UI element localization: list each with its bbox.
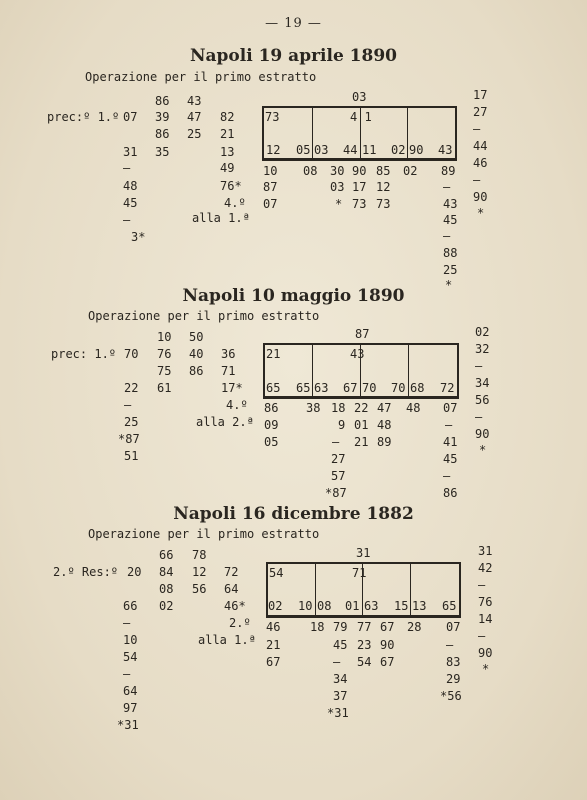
cell: 03 <box>330 180 345 194</box>
section-title: Napoli 19 aprile 1890 <box>189 46 397 66</box>
cell: 50 <box>189 330 204 344</box>
box-cell: 90 <box>409 143 424 157</box>
cell: 36 <box>221 347 236 361</box>
cell: — <box>332 435 340 449</box>
cell: 66 <box>123 599 138 613</box>
underline <box>266 617 461 618</box>
cell: 13 <box>220 145 235 159</box>
cell: — <box>123 213 131 227</box>
cell: — <box>478 629 486 643</box>
cell: 90 <box>475 427 490 441</box>
cell: 83 <box>446 655 461 669</box>
box-cell: 08 <box>317 599 332 613</box>
cell: 67 <box>380 620 395 634</box>
cell: 90 <box>473 190 488 204</box>
box-cell: 21 <box>266 347 281 361</box>
cell: *31 <box>117 718 139 732</box>
grid-divider <box>312 345 313 396</box>
box-cell: 71 <box>352 566 367 580</box>
cell: — <box>123 616 131 630</box>
cell: 86 <box>155 127 170 141</box>
cell: — <box>333 655 341 669</box>
box-cell: 70 <box>391 381 406 395</box>
cell: 25 <box>187 127 202 141</box>
section-title: Napoli 10 maggio 1890 <box>182 286 405 306</box>
cell: 75 <box>157 364 172 378</box>
cell: — <box>443 229 451 243</box>
cell: 56 <box>475 393 490 407</box>
cell: 12 <box>192 565 207 579</box>
cell: 27 <box>331 452 346 466</box>
cell: 21 <box>220 127 235 141</box>
cell: 23 <box>357 638 372 652</box>
cell: 46 <box>473 156 488 170</box>
box-cell: 73 <box>265 110 280 124</box>
cell: 14 <box>478 612 493 626</box>
box-cell: 13 <box>412 599 427 613</box>
cell: 45 <box>443 452 458 466</box>
cell: — <box>475 410 483 424</box>
prec-label: prec:º 1.º <box>47 110 120 124</box>
cell: 71 <box>221 364 236 378</box>
cell: 46 <box>266 620 281 634</box>
box-cell: 65 <box>442 599 457 613</box>
cell: 73 <box>352 197 367 211</box>
cell: 09 <box>264 418 279 432</box>
alla-label: alla 1.ª <box>192 211 250 225</box>
box-cell: 15 <box>394 599 409 613</box>
cell: 48 <box>377 418 392 432</box>
box-cell: 02 <box>268 599 283 613</box>
box-cell: 63 <box>314 381 329 395</box>
cell: 56 <box>192 582 207 596</box>
box-cell: 12 <box>266 143 281 157</box>
underline <box>262 160 457 161</box>
cell: 10 <box>157 330 172 344</box>
cell: 20 <box>127 565 142 579</box>
cell: 86 <box>443 486 458 500</box>
cell: 39 <box>155 110 170 124</box>
grid-divider <box>407 108 408 158</box>
cell: 27 <box>473 105 488 119</box>
cell: 86 <box>264 401 279 415</box>
section-title: Napoli 16 dicembre 1882 <box>173 504 414 524</box>
cell: 10 <box>263 164 278 178</box>
cell: — <box>473 173 481 187</box>
prec-label: 2.º Res:º <box>53 565 119 579</box>
cell: *87 <box>118 432 140 446</box>
cell: — <box>475 359 483 373</box>
box-cell: 03 <box>314 143 329 157</box>
box-cell: 68 <box>410 381 425 395</box>
cell: 82 <box>220 110 235 124</box>
cell: 47 <box>377 401 392 415</box>
cell: 45 <box>333 638 348 652</box>
cell: 38 <box>306 401 321 415</box>
cell: 57 <box>331 469 346 483</box>
box-cell: 65 <box>266 381 281 395</box>
box-cell: 65 <box>296 381 311 395</box>
cell: 17 <box>473 88 488 102</box>
cell: — <box>123 161 131 175</box>
cell: * <box>335 197 343 211</box>
box-cell: 67 <box>343 381 358 395</box>
grid-divider <box>315 564 316 615</box>
cell: 05 <box>264 435 279 449</box>
cell: 30 <box>330 164 345 178</box>
underline <box>263 398 459 399</box>
cell: — <box>446 638 454 652</box>
cell: 90 <box>352 164 367 178</box>
grid-divider <box>410 564 411 615</box>
cell: 49 <box>220 161 235 175</box>
cell: 4.º <box>226 398 248 412</box>
cell: 22 <box>354 401 369 415</box>
box-cell: 72 <box>440 381 455 395</box>
box-cell: 54 <box>269 566 284 580</box>
cell: 18 <box>310 620 325 634</box>
cell: 34 <box>333 672 348 686</box>
cell: 21 <box>354 435 369 449</box>
cell: — <box>443 180 451 194</box>
cell: 42 <box>478 561 493 575</box>
grid-divider <box>408 345 409 396</box>
cell: 64 <box>123 684 138 698</box>
cell: 10 <box>123 633 138 647</box>
cell: 29 <box>446 672 461 686</box>
cell: — <box>443 469 451 483</box>
box-cell: 05 <box>296 143 311 157</box>
cell: 07 <box>446 620 461 634</box>
box-cell: 63 <box>364 599 379 613</box>
cell: 46* <box>224 599 246 613</box>
page-number: — 19 — <box>265 16 322 31</box>
cell: 43 <box>443 197 458 211</box>
cell: 34 <box>475 376 490 390</box>
operation-label: Operazione per il primo estratto <box>88 309 320 323</box>
cell: 07 <box>263 197 278 211</box>
box-cell: 02 <box>391 143 406 157</box>
cell: 90 <box>478 646 493 660</box>
box-cell: 11 <box>362 143 377 157</box>
cell: 18 <box>331 401 346 415</box>
operation-label: Operazione per il primo estratto <box>85 70 317 84</box>
cell: 40 <box>189 347 204 361</box>
cell: * <box>477 206 485 220</box>
cell: 07 <box>443 401 458 415</box>
cell: 25 <box>443 263 458 277</box>
cell: 08 <box>303 164 318 178</box>
cell: 45 <box>123 196 138 210</box>
top-number: 03 <box>352 90 367 104</box>
grid-divider <box>312 108 313 158</box>
cell: 54 <box>357 655 372 669</box>
box-cell: 70 <box>362 381 377 395</box>
cell: 02 <box>403 164 418 178</box>
cell: 61 <box>157 381 172 395</box>
box-cell: 43 <box>438 143 453 157</box>
cell: 17 <box>352 180 367 194</box>
cell: 35 <box>155 145 170 159</box>
cell: — <box>478 578 486 592</box>
cell: * <box>479 443 487 457</box>
cell: 48 <box>123 179 138 193</box>
cell: 9 <box>338 418 346 432</box>
cell: 02 <box>475 325 490 339</box>
alla-label: alla 1.ª <box>198 633 256 647</box>
cell: 86 <box>189 364 204 378</box>
cell: 51 <box>124 449 139 463</box>
cell: 78 <box>192 548 207 562</box>
cell: 02 <box>159 599 174 613</box>
cell: 07 <box>123 110 138 124</box>
cell: 88 <box>443 246 458 260</box>
cell: 64 <box>224 582 239 596</box>
box-cell: 10 <box>298 599 313 613</box>
cell: 85 <box>376 164 391 178</box>
cell: 54 <box>123 650 138 664</box>
cell: 70 <box>124 347 139 361</box>
cell: 77 <box>357 620 372 634</box>
cell: 21 <box>266 638 281 652</box>
cell: 22 <box>124 381 139 395</box>
cell: — <box>123 667 131 681</box>
prec-label: prec: 1.º <box>51 347 117 361</box>
cell: 87 <box>263 180 278 194</box>
cell: — <box>124 398 132 412</box>
cell: 41 <box>443 435 458 449</box>
operation-label: Operazione per il primo estratto <box>88 527 320 541</box>
top-number: 87 <box>355 327 370 341</box>
cell: 25 <box>124 415 139 429</box>
cell: * <box>482 662 490 676</box>
cell: 2.º <box>229 616 251 630</box>
box-cell: 01 <box>345 599 360 613</box>
cell: — <box>473 122 481 136</box>
cell: 76* <box>220 179 242 193</box>
cell: — <box>445 418 453 432</box>
cell: 76 <box>478 595 493 609</box>
alla-label: alla 2.ª <box>196 415 254 429</box>
cell: * <box>445 278 453 292</box>
cell: 89 <box>377 435 392 449</box>
cell: 44 <box>473 139 488 153</box>
cell: *87 <box>325 486 347 500</box>
cell: 17* <box>221 381 243 395</box>
cell: 4.º <box>224 196 246 210</box>
cell: 12 <box>376 180 391 194</box>
cell: 47 <box>187 110 202 124</box>
cell: 32 <box>475 342 490 356</box>
cell: 3* <box>131 230 146 244</box>
box-cell: 44 <box>343 143 358 157</box>
cell: 67 <box>380 655 395 669</box>
cell: *31 <box>327 706 349 720</box>
cell: 01 <box>354 418 369 432</box>
cell: 89 <box>441 164 456 178</box>
cell: 76 <box>157 347 172 361</box>
cell: 97 <box>123 701 138 715</box>
box-cell: 43 <box>350 347 365 361</box>
cell: 79 <box>333 620 348 634</box>
cell: 86 <box>155 94 170 108</box>
cell: 31 <box>478 544 493 558</box>
box-cell: 4 1 <box>350 110 372 124</box>
top-number: 31 <box>356 546 371 560</box>
cell: 31 <box>123 145 138 159</box>
cell: 28 <box>407 620 422 634</box>
cell: *56 <box>440 689 462 703</box>
cell: 43 <box>187 94 202 108</box>
cell: 48 <box>406 401 421 415</box>
cell: 90 <box>380 638 395 652</box>
cell: 67 <box>266 655 281 669</box>
cell: 66 <box>159 548 174 562</box>
cell: 37 <box>333 689 348 703</box>
cell: 73 <box>376 197 391 211</box>
cell: 72 <box>224 565 239 579</box>
cell: 08 <box>159 582 174 596</box>
cell: 84 <box>159 565 174 579</box>
cell: 45 <box>443 213 458 227</box>
